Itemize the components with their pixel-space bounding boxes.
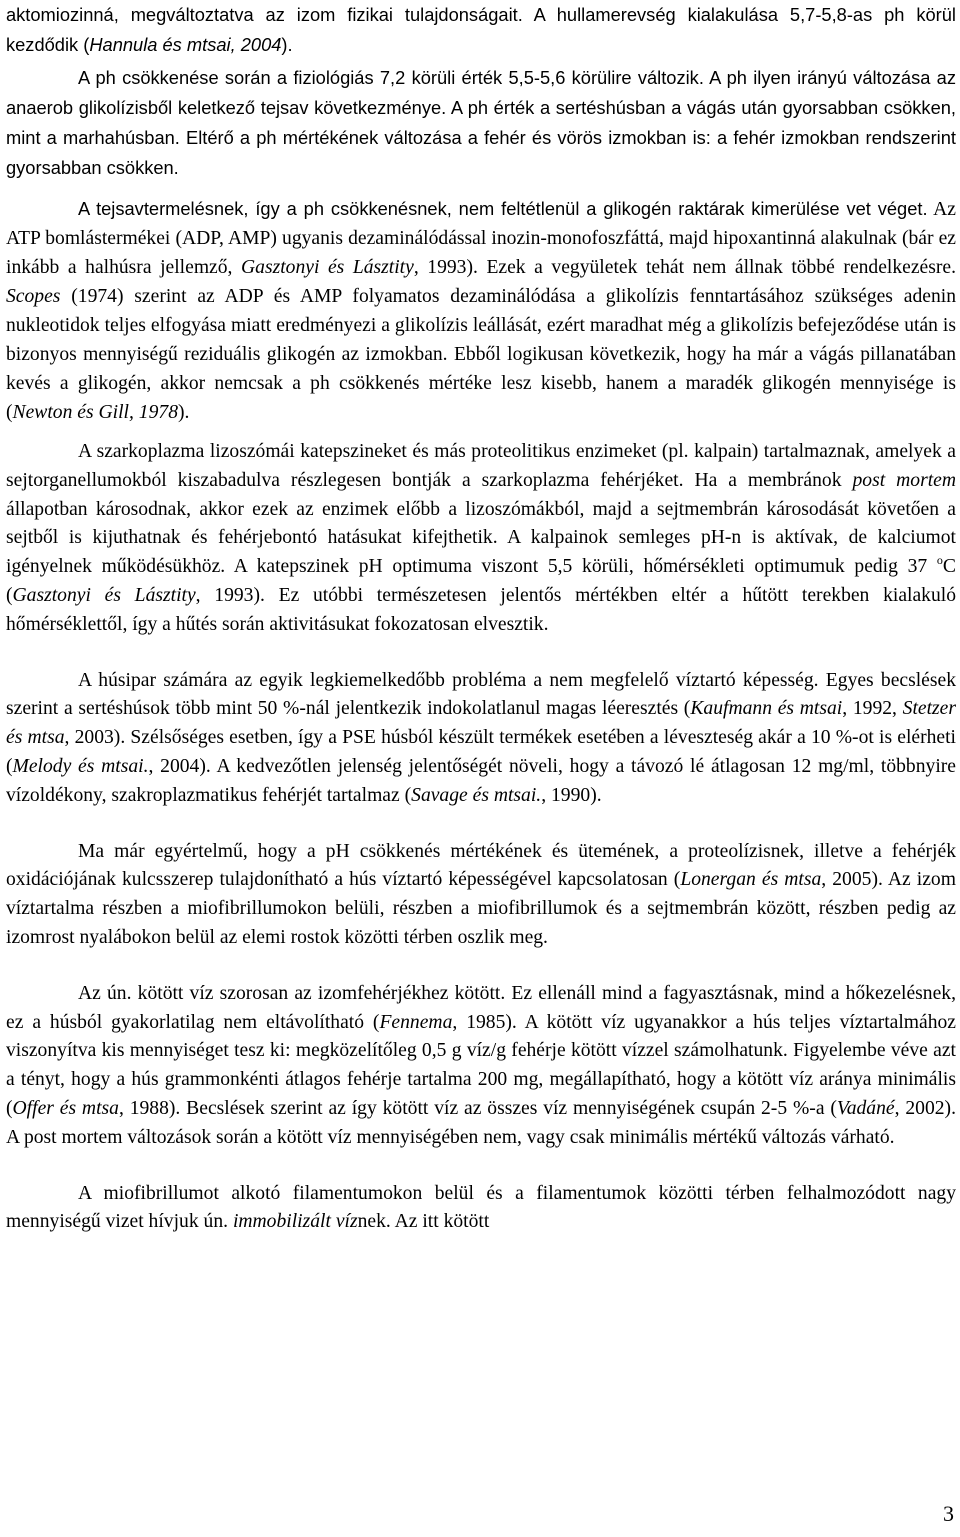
paragraph-3: A tejsavtermelésnek, így a ph csökkenésnek, nem feltétlenül a glikogén raktárak kimerülése vet véget. Az ATP bomlástermékei (ADP, AMP) ugyanis dezaminálódással inozin-monofoszfáttá, majd hipoxantinná alakulnak (bár ez inkább a halhúsra jellemző, Gasztonyi és Lásztity, 1993). Ezek a vegyületek tehát nem állnak többé rendelkezésre. Scopes (1974) szerint az ADP és AMP folyamatos dezaminálódása a glikolízis fenntartásához szükséges adenin nukleotidok teljes elfogyása miatt eredményezi a glikolízis leállását, ezért maradhat még a glikolízis befejeződése után is bizonyos mennyiségű reziduális glikogén az izmokban. Ebből logikusan következik, hogy ha már a vágás pillanatában kevés a glikogén, akkor nemcsak a ph csökkenés mértéke lesz kisebb, hanem a maradék glikogén mennyisége is (Newton és Gill, 1978).	[6, 198, 957, 423]
paragraph-4: A szarkoplazma lizoszómái katepszineket és más proteolitikus enzimeket (pl. kalpain) tartalmaznak, amelyek a sejtorganellumokból kiszabadulva részlegesen bontják a szarkoplazma fehérjéket. Ha a membránok post mortem állapotban károsodnak, akkor ezek az enzimek előbb a lizoszómákból, majd a sejtmembrán károsodását követően a sejtből is kijuthatnak és fehérjebontó hatásukat kifejthetik. A kalpainok semleges pH-n is aktívak, de kalciumot igényelnek működésükhöz. A katepszinek pH optimuma viszont 5,5 körüli, hőmérsékleti optimumuk pedig 37 $^o$C (Gasztonyi és Lásztity, 1993). Ez utóbbi természetesen jelentős mértékben eltér a hűtött terekben kialakuló hőmérséklettől, így a hűtés során aktivitásukat fokozatosan elvesztik.	[6, 441, 956, 635]
paragraph-6: Ma már egyértelmű, hogy a pH csökkenés mértékének és ütemének, a proteolízisnek, illetve a fehérjék oxidációjának kulcsszerep tulajdonítható a hús víztartó képességével kapcsolatosan (Lonergan és mtsa, 2005). Az izom víztartalma részben a miofibrillumokon belüli, részben a miofibrillumok és a sejtmembrán között, részben pedig az izomrost nyalábokon belül az elemi rostok közötti térben oszlik meg.	[6, 840, 956, 948]
paragraph-7: Az ún. kötött víz szorosan az izomfehérjékhez kötött. Ez ellenáll mind a fagyasztásnak, mind a hőkezelésnek, ez a húsból gyakorlatilag nem eltávolítható (Fennema, 1985). A kötött víz ugyanakkor a hús teljes víztartalmához viszonyítva kis mennyiséget tesz ki: megközelítőleg 0,5 g víz/g fehérje kötött vízzel számolhatunk. Figyelembe véve azt a tényt, hogy a hús grammonkénti átlagos fehérje tartalma 200 mg, megállapítható, hogy a kötött víz aránya minimális (Offer és mtsa, 1988). Becslések szerint az így kötött víz az összes víz mennyiségének csupán 2-5 %-a (Vadáné, 2002). A post mortem változások során a kötött víz mennyiségében nem, vagy csak minimális mértékű változás várható.	[6, 982, 957, 1148]
paragraph-8: A miofibrillumot alkotó filamentumokon belül és a filamentumok közötti térben felhalmozódott nagy mennyiségű vizet hívjuk ún. immobilizált víznek. Az itt kötött	[6, 1182, 956, 1233]
paragraph-5: A húsipar számára az egyik legkiemelkedőbb probléma a nem megfelelő víztartó képesség. Egyes becslések szerint a sertéshúsok több mint 50 %-nál jelentkezik indokolatlanul magas léeresztés (Kaufmann és mtsai, 1992, Stetzer és mtsa, 2003). Szélsőséges esetben, így a PSE húsból készült termékek esetében a léveszteség akár a 10 %-ot is elérheti (Melody és mtsai., 2004). A kedvezőtlen jelenség jelentőségét növeli, hogy a távozó lé átlagosan 12 mg/ml, többnyire vízoldékony, szakroplazmatikus fehérjét tartalmaz (Savage és mtsai., 1990).	[6, 669, 956, 806]
paragraph-2: A ph csökkenése során a fiziológiás 7,2 körüli érték 5,5-5,6 körülire változik. A ph ilyen irányú változása az anaerob glikolízisből keletkező tejsav következménye. A ph érték a sertéshúsban a vágás után gyorsabban csökken, mint a marhahúsban. Eltérő a ph mértékének változása a fehér és vörös izmokban is: a fehér izmokban rendszerint gyorsabban csökken.	[6, 67, 956, 178]
page-number: 3	[943, 1501, 954, 1526]
document-page	[6, 0, 956, 1237]
paragraph-1: aktomiozinná, megváltoztatva az izom fizikai tulajdonságait. A hullamerevség kialakulása 5,7-5,8-as ph körül kezdődik (Hannula és mtsai, 2004).	[6, 4, 956, 55]
